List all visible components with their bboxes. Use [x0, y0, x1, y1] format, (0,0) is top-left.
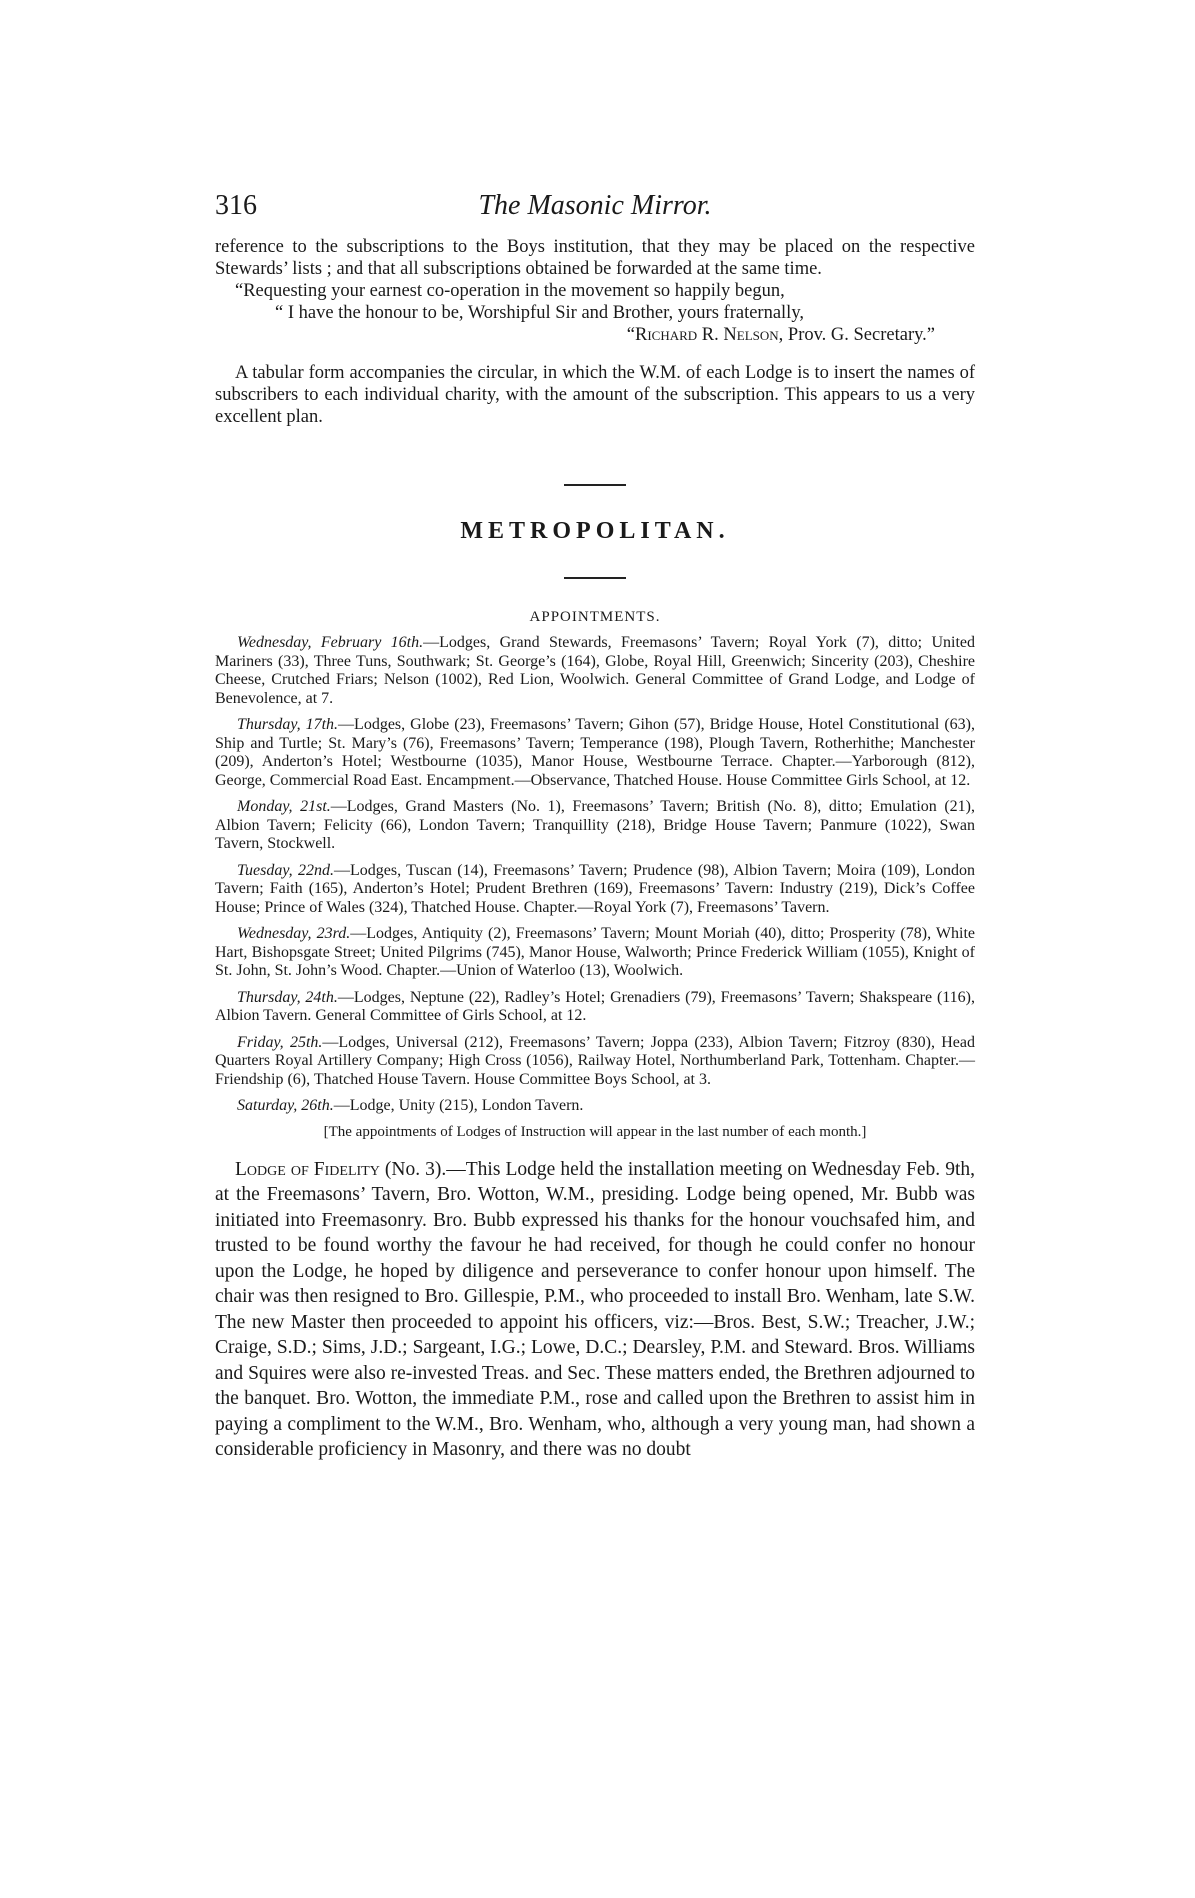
appointment-text: —Lodges, Universal (212), Freemasons’ Tavern; Joppa (233), Albion Tavern; Fitzroy (830), Head Quarters Royal Artillery Company; High Cross (1056), Railway Hotel, Northumberland Park, Tottenham. Chapter.—Friendship (6), Thatched House Tavern. House Committee Boys School, at 3.	[215, 1033, 975, 1088]
appointment-day: Wednesday, 23rd.	[237, 925, 351, 942]
appointment-entry	[215, 716, 975, 790]
intro-request: “Requesting your earnest co-operation in the movement so happily begun,	[235, 281, 785, 301]
appointment-day: Thursday, 17th.	[237, 716, 339, 733]
appointments-heading: APPOINTMENTS.	[529, 609, 661, 625]
appointment-entry	[215, 925, 975, 981]
appointment-entry	[215, 1097, 975, 1116]
running-title: The Masonic Mirror.	[478, 190, 712, 221]
appointment-text: —Lodge, Unity (215), London Tavern.	[333, 1097, 584, 1114]
page-header	[215, 190, 975, 236]
appointment-entry	[215, 989, 975, 1026]
page	[215, 190, 975, 1463]
page-number: 316	[215, 190, 257, 221]
signature-name: “Richard R. Nelson,	[626, 325, 784, 345]
lodge-report-text: (No. 3).—This Lodge held the installation meeting on Wednesday Feb. 9th, at the Freemasons’ Tavern, Bro. Wotton, W.M., presiding. Lodge being opened, Mr. Bubb was initiated into Freemasonry. Bro. Bubb expressed his thanks for the honour vouchsafed him, and trusted to be found worthy the favour he had received, for though he could confer no honour upon the Lodge, he hoped by diligence and perseverance to confer honour upon himself. The chair was then resigned to Bro. Gillespie, P.M., who proceeded to install Bro. Wenham, late S.W. The new Master then proceeded to appoint his officers, viz:—Bros. Best, S.W.; Treacher, J.W.; Craige, S.D.; Sims, J.D.; Sargeant, I.G.; Lowe, D.C.; Dearsley, P.M. and Steward. Bros. Williams and Squires were also re-invested Treas. and Sec. These matters ended, the Brethren adjourned to the banquet. Bro. Wotton, the immediate P.M., rose and called upon the Brethren to assist him in paying a compliment to the W.M., Bro. Wenham, who, although a very young man, had shown a considerable proficiency in Masonry, and there was no doubt	[215, 1158, 975, 1460]
appointment-entry	[215, 862, 975, 918]
appointment-day: Saturday, 26th.	[237, 1097, 334, 1114]
intro-closing: “ I have the honour to be, Worshipful Sir and Brother, yours fraternally,	[275, 303, 804, 323]
appointment-day: Tuesday, 22nd.	[237, 861, 334, 879]
appointment-day: Thursday, 24th.	[237, 988, 338, 1006]
appointment-entry	[215, 798, 975, 854]
appointments-list	[215, 634, 975, 1116]
appointment-text: —Lodges, Grand Masters (No. 1), Freemasons’ Tavern; British (No. 8), ditto; Emulation (21), Albion Tavern; Felicity (66), London Tavern; Tranquillity (218), Bridge House Tavern; Panmure (1022), Swan Tavern, Stockwell.	[215, 798, 976, 852]
intro-paragraph: reference to the subscriptions to the Boys institution, that they may be placed on the respective Stewards’ lists ; and that all subscriptions obtained be forwarded at the same time.	[215, 237, 975, 279]
lodge-report	[215, 1157, 975, 1463]
signature	[215, 324, 975, 346]
section-title: METROPOLITAN.	[460, 518, 730, 544]
appointment-text: —Lodges, Antiquity (2), Freemasons’ Tavern; Mount Moriah (40), ditto; Prosperity (78), White Hart, Bishopsgate Street; United Pilgrims (745), Manor House, Walworth; Prince Frederick William (1055), Knight of St. John, St. John’s Wood. Chapter.—Union of Waterloo (13), Woolwich.	[215, 925, 975, 979]
appointment-entry	[215, 1034, 975, 1090]
appointment-day: Monday, 21st.	[237, 798, 331, 815]
appointment-text: —Lodges, Globe (23), Freemasons’ Tavern; Gihon (57), Bridge House, Hotel Constitutional (63), Ship and Turtle; St. Mary’s (76), Freemasons’ Tavern; Temperance (198), Plough Tavern, Rotherhithe; Manchester (209), Anderton’s Hotel; Westbourne (1035), Manor House, Westbourne Terrace. Chapter.—Yarborough (812), George, Commercial Road East. Encampment.—Observance, Thatched House. House Committee Girls School, at 12.	[215, 716, 976, 789]
appointment-text: —Lodges, Neptune (22), Radley’s Hotel; Grenadiers (79), Freemasons’ Tavern; Shakspeare (116), Albion Tavern. General Committee of Girls School, at 12.	[215, 988, 976, 1024]
instruction-note: [The appointments of Lodges of Instruction will appear in the last number of each month.]	[323, 1123, 867, 1140]
appointment-text: —Lodges, Grand Stewards, Freemasons’ Tavern; Royal York (7), ditto; United Mariners (33), Three Tuns, Southwark; St. George’s (164), Globe, Royal Hill, Greenwich; Sincerity (203), Cheshire Cheese, Crutched Friars; Nelson (1002), Red Lion, Woolwich. General Committee of Grand Lodge, and Lodge of Benevolence, at 7.	[215, 634, 975, 707]
lodge-report-lead: Lodge of Fidelity	[235, 1158, 380, 1180]
appointment-text: —Lodges, Tuscan (14), Freemasons’ Tavern; Prudence (98), Albion Tavern; Moira (109), London Tavern; Faith (165), Anderton’s Hotel; Prudent Brethren (169), Freemasons’ Tavern: Industry (219), Dick’s Coffee House; Prince of Wales (324), Thatched House. Chapter.—Royal York (7), Freemasons’ Tavern.	[215, 861, 975, 916]
tabular-form-paragraph: A tabular form accompanies the circular, in which the W.M. of each Lodge is to insert the names of subscribers to each individual charity, with the amount of the subscription. This appears to us a very excellent plan.	[215, 363, 975, 427]
appointment-entry	[215, 634, 975, 708]
appointment-day: Wednesday, February 16th.	[237, 634, 424, 651]
divider	[564, 484, 626, 486]
signature-title: Prov. G. Secretary.”	[783, 325, 935, 345]
appointment-day: Friday, 25th.	[237, 1033, 323, 1051]
